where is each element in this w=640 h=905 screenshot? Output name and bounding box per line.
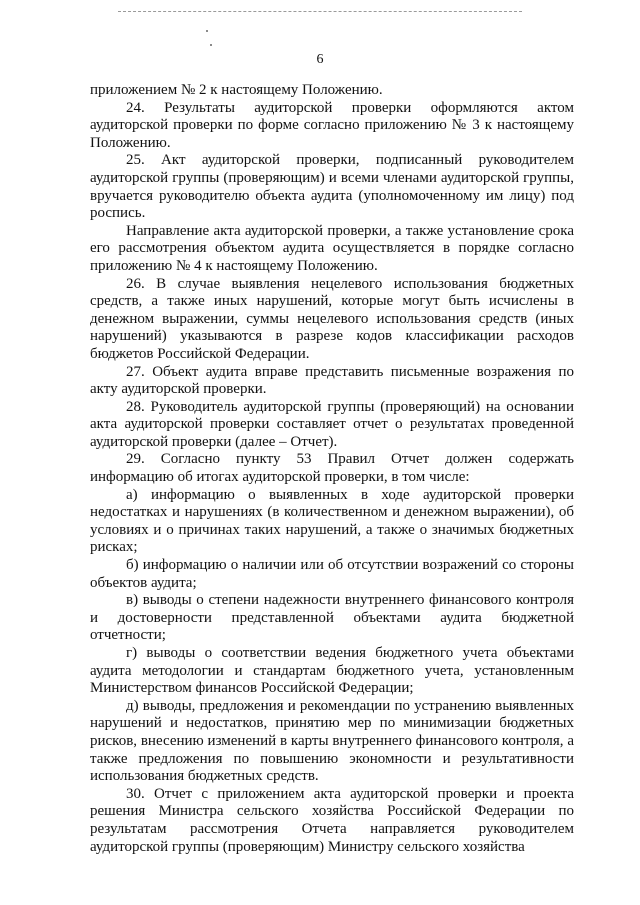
list-item: б) информацию о наличии или об отсутствии возражений со стороны объектов аудита; [90, 557, 574, 591]
paragraph: Направление акта аудиторской проверки, а также установление срока его рассмотрения объектом аудита осуществляется в порядке согласно приложению № 4 к настоящему Положению. [90, 222, 574, 274]
list-item: а) информацию о выявленных в ходе аудиторской проверки недостатках и нарушениях (в количественном и денежном выражении), об условиях и о причинах таких нарушений, а также о значимых бюджетных рисках; [90, 486, 574, 556]
list-item: г) выводы о соответствии ведения бюджетного учета объектами аудита методологии и стандартам бюджетного учета, установленным Министерством финансов Российской Федерации; [90, 645, 574, 697]
list-item: в) выводы о степени надежности внутреннего финансового контроля и достоверности представленной объектами аудита бюджетной отчетности; [90, 592, 574, 644]
scan-artifact-dot [210, 44, 212, 46]
paragraph: 30. Отчет с приложением акта аудиторской проверки и проекта решения Министра сельского хозяйства Российской Федерации по результатам рассмотрения Отчета направляется руководителем аудиторской группы (проверяющим) Министру сельского хозяйства [90, 785, 574, 855]
scan-artifact-line [118, 11, 522, 12]
paragraph: 26. В случае выявления нецелевого использования бюджетных средств, а также иных нарушений, которые могут быть исчислены в денежном выражении, суммы нецелевого использования средств (иных нарушений) указываются в разрезе кодов классификации расходов бюджетов Российской Федерации. [90, 275, 574, 362]
paragraph: 24. Результаты аудиторской проверки оформляются актом аудиторской проверки по форме согласно приложению № 3 к настоящему Положению. [90, 99, 574, 151]
page-number: 6 [316, 52, 324, 67]
scan-artifact-dot [206, 30, 208, 32]
paragraph: 27. Объект аудита вправе представить письменные возражения по акту аудиторской проверки. [90, 363, 574, 398]
paragraph: 28. Руководитель аудиторской группы (проверяющий) на основании акта аудиторской проверки составляет отчет о результатах проведенной аудиторской проверки (далее – Отчет). [90, 398, 574, 450]
list-item: д) выводы, предложения и рекомендации по устранению выявленных нарушений и недостатков, принятию мер по минимизации бюджетных рисков, внесению изменений в карты внутреннего финансового контроля, а также предложения по повышению экономности и результативности использования бюджетных средств. [90, 697, 574, 785]
paragraph: 25. Акт аудиторской проверки, подписанный руководителем аудиторской группы (проверяющим) и всеми членами аудиторской группы, вручается руководителю объекта аудита (уполномоченному им лицу) под роспись. [90, 152, 574, 222]
paragraph: приложением № 2 к настоящему Положению. [90, 82, 383, 98]
document-body [90, 82, 574, 856]
paragraph: 29. Согласно пункту 53 Правил Отчет должен содержать информацию об итогах аудиторской проверки, в том числе: [90, 451, 574, 486]
